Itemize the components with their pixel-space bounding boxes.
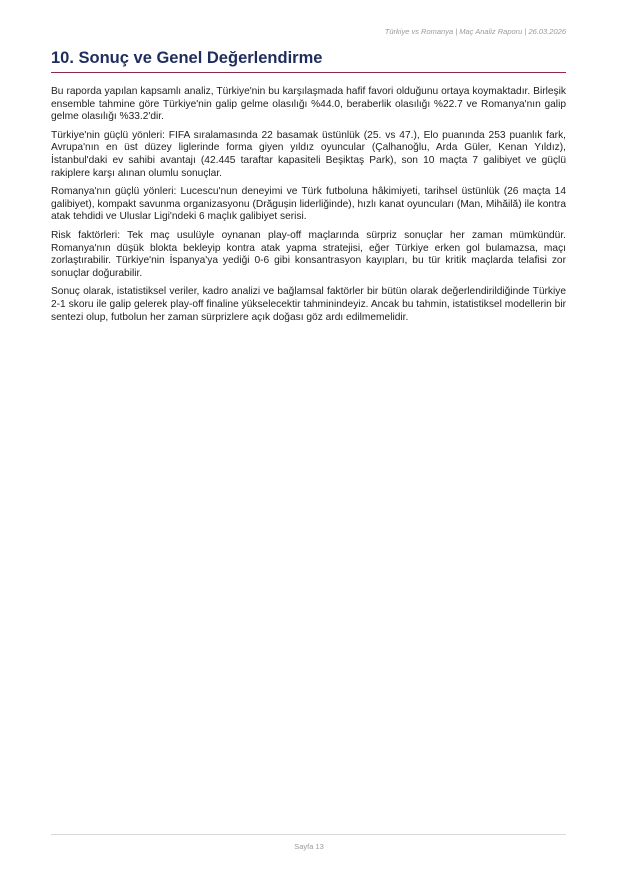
page-number: Sayfa 13: [294, 842, 324, 851]
paragraph-risk-factors: Risk faktörleri: Tek maç usulüyle oynanan play-off maçlarında sürpriz sonuçlar her zaman mümkündür. Romanya'nın düşük blokta bekleyip kontra atak yapma stratejisi, eğer Türkiye erken gol bulamazsa, maçı zorlaştırabilir. Türkiye'nin İspanya'ya yediği 0-6 gibi konsantrasyon kayıpları, bu tür kritik maçlarda telafisi zor sonuçlar doğurabilir.: [51, 229, 566, 279]
paragraph-summary: Bu raporda yapılan kapsamlı analiz, Türkiye'nin bu karşılaşmada hafif favori olduğunu ortaya koymaktadır. Birleşik ensemble tahmine göre Türkiye'nin galip gelme olasılığı %44.0, beraberlik olasılığı %22.7 ve Romanya'nın galip gelme olasılığı %33.2'dir.: [51, 86, 566, 123]
paragraph-turkey-strengths: Türkiye'nin güçlü yönleri: FIFA sıralamasında 22 basamak üstünlük (25. vs 47.), Elo puanında 253 puanlık fark, Avrupa'nın en üst düzey liglerinde forma giyen yıldız oyuncular (Çalhanoğlu, Arda Güler, Kenan Yıldız), İstanbul'daki ev sahibi avantajı (42.445 taraftar kapasiteli Beşiktaş Park), son 10 maçta 7 galibiyet ve güçlü rakiplere karşı alınan olumlu sonuçlar.: [51, 129, 566, 179]
paragraph-romania-strengths: Romanya'nın güçlü yönleri: Lucescu'nun deneyimi ve Türk futboluna hâkimiyeti, tarihsel üstünlük (26 maçta 14 galibiyet), kompakt savunma organizasyonu (Drăgușin liderliğinde), hızlı kanat oyuncuları (Man, Mihăilă) ile kontra atak tehdidi ve Uluslar Ligi'ndeki 6 maçlık galibiyet serisi.: [51, 186, 566, 223]
running-header: Türkiye vs Romanya | Maç Analiz Raporu | 26.03.2026: [384, 27, 566, 36]
section-title: 10. Sonuç ve Genel Değerlendirme: [51, 49, 323, 67]
title-underline: [51, 72, 566, 73]
footer-divider: [51, 834, 566, 835]
paragraph-conclusion: Sonuç olarak, istatistiksel veriler, kadro analizi ve bağlamsal faktörler bir bütün olarak değerlendirildiğinde Türkiye 2-1 skoru ile galip gelerek play-off finaline yükselecektir tahminindeyiz. Ancak bu tahmin, istatistiksel modellerin bir sentezi olup, futbolun her zaman sürprizlere açık doğası göz ardı edilmemelidir.: [51, 286, 566, 323]
section-body: [51, 86, 566, 330]
